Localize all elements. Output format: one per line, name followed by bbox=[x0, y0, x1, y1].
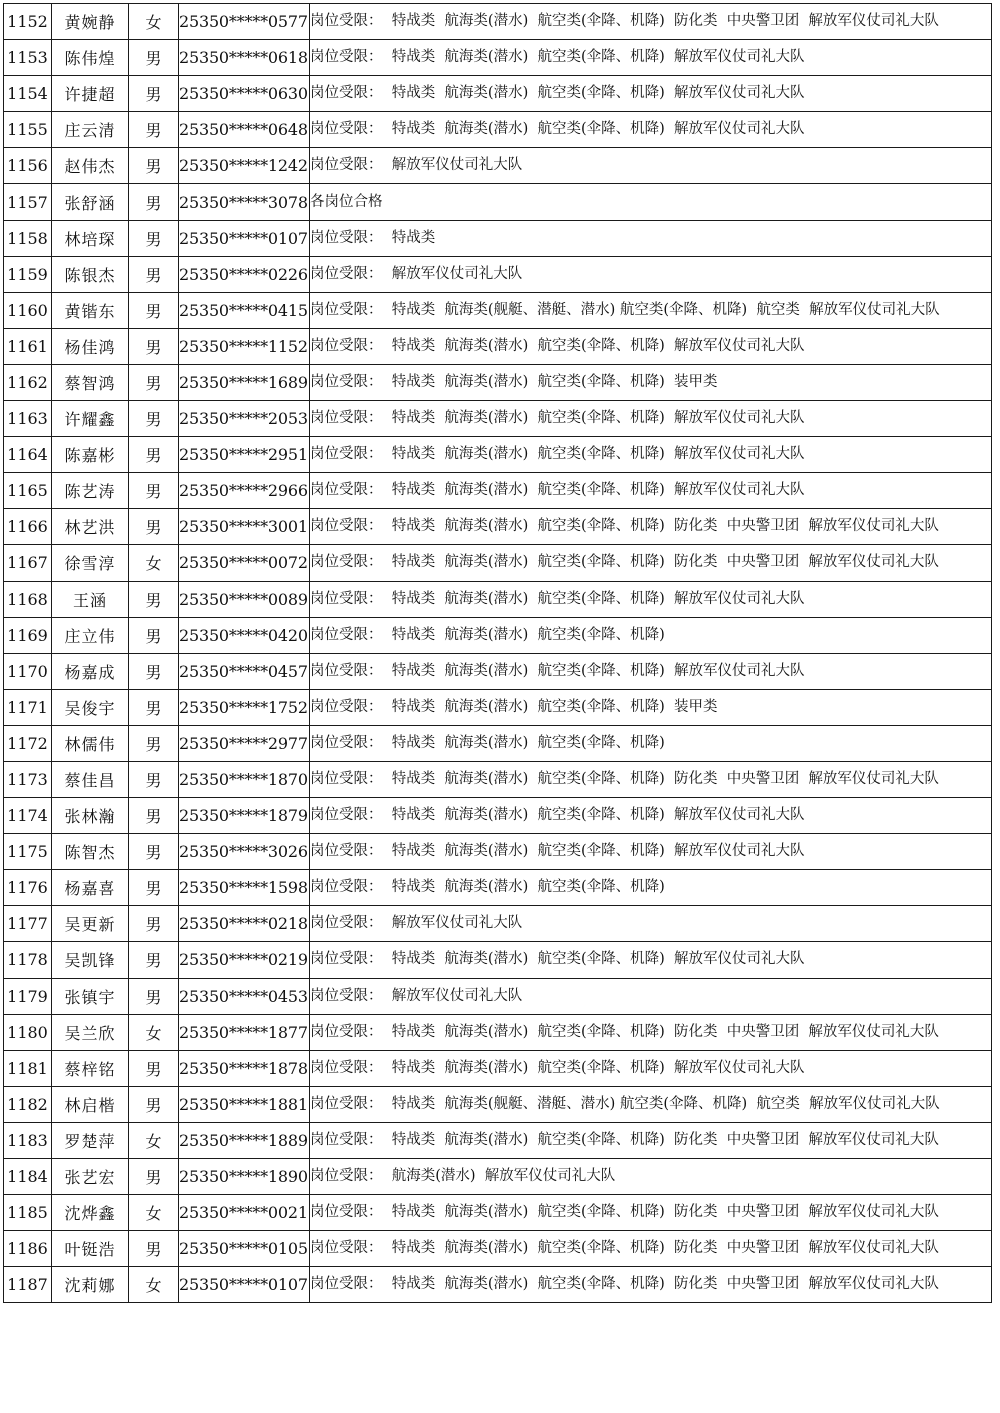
row-number: 1176 bbox=[4, 870, 52, 906]
position-remark: 岗位受限： 特战类 航海类(潜水) 航空类(伞降、机降) 防化类 中央警卫团 解放军仪仗司礼大队 bbox=[310, 1267, 992, 1303]
table-row bbox=[4, 401, 992, 437]
gender: 女 bbox=[129, 1267, 179, 1303]
row-number: 1163 bbox=[4, 401, 52, 437]
gender: 男 bbox=[129, 292, 179, 328]
masked-id-number: 25350*****1889 bbox=[179, 1122, 310, 1158]
table-row bbox=[4, 545, 992, 581]
row-number: 1175 bbox=[4, 834, 52, 870]
row-number: 1181 bbox=[4, 1050, 52, 1086]
row-number: 1155 bbox=[4, 112, 52, 148]
row-number: 1173 bbox=[4, 761, 52, 797]
position-remark: 岗位受限： 航海类(潜水) 解放军仪仗司礼大队 bbox=[310, 1159, 992, 1195]
table-row bbox=[4, 148, 992, 184]
masked-id-number: 25350*****0577 bbox=[179, 4, 310, 40]
table-row bbox=[4, 40, 992, 76]
gender: 男 bbox=[129, 761, 179, 797]
gender: 男 bbox=[129, 906, 179, 942]
table-row bbox=[4, 76, 992, 112]
row-number: 1187 bbox=[4, 1267, 52, 1303]
gender: 男 bbox=[129, 473, 179, 509]
position-remark: 岗位受限： 特战类 航海类(潜水) 航空类(伞降、机降) bbox=[310, 725, 992, 761]
row-number: 1179 bbox=[4, 978, 52, 1014]
gender: 男 bbox=[129, 509, 179, 545]
masked-id-number: 25350*****1881 bbox=[179, 1086, 310, 1122]
person-name: 林儒伟 bbox=[52, 725, 129, 761]
row-number: 1160 bbox=[4, 292, 52, 328]
gender: 男 bbox=[129, 148, 179, 184]
table-row bbox=[4, 581, 992, 617]
row-number: 1171 bbox=[4, 689, 52, 725]
person-name: 庄云清 bbox=[52, 112, 129, 148]
masked-id-number: 25350*****0453 bbox=[179, 978, 310, 1014]
person-name: 王涵 bbox=[52, 581, 129, 617]
position-remark: 岗位受限： 解放军仪仗司礼大队 bbox=[310, 256, 992, 292]
row-number: 1186 bbox=[4, 1231, 52, 1267]
masked-id-number: 25350*****3026 bbox=[179, 834, 310, 870]
table-row bbox=[4, 509, 992, 545]
row-number: 1165 bbox=[4, 473, 52, 509]
masked-id-number: 25350*****0107 bbox=[179, 220, 310, 256]
table-row bbox=[4, 4, 992, 40]
person-name: 张林瀚 bbox=[52, 798, 129, 834]
masked-id-number: 25350*****1598 bbox=[179, 870, 310, 906]
masked-id-number: 25350*****0105 bbox=[179, 1231, 310, 1267]
table-row bbox=[4, 437, 992, 473]
person-name: 沈烨鑫 bbox=[52, 1195, 129, 1231]
gender: 男 bbox=[129, 942, 179, 978]
table-row bbox=[4, 798, 992, 834]
masked-id-number: 25350*****1689 bbox=[179, 364, 310, 400]
position-remark: 岗位受限： 特战类 航海类(潜水) 航空类(伞降、机降) 解放军仪仗司礼大队 bbox=[310, 401, 992, 437]
person-name: 杨嘉喜 bbox=[52, 870, 129, 906]
position-remark: 岗位受限： 特战类 航海类(潜水) 航空类(伞降、机降) 防化类 中央警卫团 解放军仪仗司礼大队 bbox=[310, 1231, 992, 1267]
masked-id-number: 25350*****2951 bbox=[179, 437, 310, 473]
position-remark: 岗位受限： 特战类 航海类(潜水) 航空类(伞降、机降) 解放军仪仗司礼大队 bbox=[310, 437, 992, 473]
masked-id-number: 25350*****0089 bbox=[179, 581, 310, 617]
person-name: 林艺洪 bbox=[52, 509, 129, 545]
gender: 男 bbox=[129, 40, 179, 76]
person-name: 许耀鑫 bbox=[52, 401, 129, 437]
position-remark: 岗位受限： 特战类 航海类(潜水) 航空类(伞降、机降) 解放军仪仗司礼大队 bbox=[310, 942, 992, 978]
person-name: 黄锴东 bbox=[52, 292, 129, 328]
row-number: 1170 bbox=[4, 653, 52, 689]
table-row bbox=[4, 689, 992, 725]
row-number: 1157 bbox=[4, 184, 52, 220]
row-number: 1166 bbox=[4, 509, 52, 545]
gender: 女 bbox=[129, 545, 179, 581]
position-remark: 岗位受限： 特战类 航海类(潜水) 航空类(伞降、机降) 防化类 中央警卫团 解放军仪仗司礼大队 bbox=[310, 4, 992, 40]
gender: 男 bbox=[129, 725, 179, 761]
person-name: 吴凯锋 bbox=[52, 942, 129, 978]
position-remark: 岗位受限： 特战类 航海类(潜水) 航空类(伞降、机降) 防化类 中央警卫团 解放军仪仗司礼大队 bbox=[310, 509, 992, 545]
position-remark: 岗位受限： 特战类 航海类(潜水) 航空类(伞降、机降) 解放军仪仗司礼大队 bbox=[310, 1050, 992, 1086]
person-name: 吴更新 bbox=[52, 906, 129, 942]
row-number: 1152 bbox=[4, 4, 52, 40]
row-number: 1182 bbox=[4, 1086, 52, 1122]
masked-id-number: 25350*****0226 bbox=[179, 256, 310, 292]
row-number: 1172 bbox=[4, 725, 52, 761]
masked-id-number: 25350*****0415 bbox=[179, 292, 310, 328]
gender: 男 bbox=[129, 256, 179, 292]
table-row bbox=[4, 653, 992, 689]
row-number: 1154 bbox=[4, 76, 52, 112]
gender: 男 bbox=[129, 1159, 179, 1195]
person-name: 陈银杰 bbox=[52, 256, 129, 292]
row-number: 1183 bbox=[4, 1122, 52, 1158]
masked-id-number: 25350*****1242 bbox=[179, 148, 310, 184]
masked-id-number: 25350*****2966 bbox=[179, 473, 310, 509]
position-remark: 岗位受限： 特战类 bbox=[310, 220, 992, 256]
table-row bbox=[4, 978, 992, 1014]
position-remark: 岗位受限： 特战类 航海类(潜水) 航空类(伞降、机降) 解放军仪仗司礼大队 bbox=[310, 798, 992, 834]
position-remark: 岗位受限： 特战类 航海类(潜水) 航空类(伞降、机降) 解放军仪仗司礼大队 bbox=[310, 40, 992, 76]
masked-id-number: 25350*****0618 bbox=[179, 40, 310, 76]
roster-body bbox=[4, 4, 992, 1303]
position-remark: 岗位受限： 特战类 航海类(潜水) 航空类(伞降、机降) 解放军仪仗司礼大队 bbox=[310, 581, 992, 617]
person-name: 陈艺涛 bbox=[52, 473, 129, 509]
position-remark: 岗位受限： 特战类 航海类(潜水) 航空类(伞降、机降) bbox=[310, 617, 992, 653]
person-name: 庄立伟 bbox=[52, 617, 129, 653]
position-remark: 岗位受限： 特战类 航海类(潜水) 航空类(伞降、机降) bbox=[310, 870, 992, 906]
person-name: 杨嘉成 bbox=[52, 653, 129, 689]
position-remark: 岗位受限： 特战类 航海类(舰艇、潜艇、潜水) 航空类(伞降、机降) 航空类 解放军仪仗司礼大队 bbox=[310, 292, 992, 328]
person-name: 林启楷 bbox=[52, 1086, 129, 1122]
gender: 男 bbox=[129, 112, 179, 148]
masked-id-number: 25350*****1878 bbox=[179, 1050, 310, 1086]
table-row bbox=[4, 942, 992, 978]
masked-id-number: 25350*****0072 bbox=[179, 545, 310, 581]
row-number: 1168 bbox=[4, 581, 52, 617]
table-row bbox=[4, 1267, 992, 1303]
masked-id-number: 25350*****0457 bbox=[179, 653, 310, 689]
masked-id-number: 25350*****0630 bbox=[179, 76, 310, 112]
gender: 男 bbox=[129, 328, 179, 364]
table-row bbox=[4, 292, 992, 328]
table-row bbox=[4, 112, 992, 148]
table-row bbox=[4, 220, 992, 256]
masked-id-number: 25350*****1879 bbox=[179, 798, 310, 834]
row-number: 1162 bbox=[4, 364, 52, 400]
gender: 男 bbox=[129, 184, 179, 220]
position-remark: 岗位受限： 特战类 航海类(潜水) 航空类(伞降、机降) 防化类 中央警卫团 解放军仪仗司礼大队 bbox=[310, 545, 992, 581]
table-row bbox=[4, 1231, 992, 1267]
row-number: 1180 bbox=[4, 1014, 52, 1050]
position-remark: 岗位受限： 特战类 航海类(潜水) 航空类(伞降、机降) 解放军仪仗司礼大队 bbox=[310, 473, 992, 509]
gender: 男 bbox=[129, 401, 179, 437]
person-name: 吴兰欣 bbox=[52, 1014, 129, 1050]
position-remark: 岗位受限： 特战类 航海类(潜水) 航空类(伞降、机降) 解放军仪仗司礼大队 bbox=[310, 76, 992, 112]
person-name: 吴俊宇 bbox=[52, 689, 129, 725]
person-name: 蔡智鸿 bbox=[52, 364, 129, 400]
masked-id-number: 25350*****2977 bbox=[179, 725, 310, 761]
table-row bbox=[4, 256, 992, 292]
row-number: 1185 bbox=[4, 1195, 52, 1231]
position-remark: 岗位受限： 特战类 航海类(潜水) 航空类(伞降、机降) 解放军仪仗司礼大队 bbox=[310, 112, 992, 148]
gender: 男 bbox=[129, 689, 179, 725]
position-remark: 岗位受限： 特战类 航海类(潜水) 航空类(伞降、机降) 防化类 中央警卫团 解放军仪仗司礼大队 bbox=[310, 1014, 992, 1050]
gender: 男 bbox=[129, 437, 179, 473]
gender: 男 bbox=[129, 653, 179, 689]
table-row bbox=[4, 328, 992, 364]
gender: 女 bbox=[129, 1195, 179, 1231]
position-remark: 各岗位合格 bbox=[310, 184, 992, 220]
table-row bbox=[4, 1195, 992, 1231]
person-name: 黄婉静 bbox=[52, 4, 129, 40]
position-remark: 岗位受限： 特战类 航海类(潜水) 航空类(伞降、机降) 装甲类 bbox=[310, 689, 992, 725]
masked-id-number: 25350*****0219 bbox=[179, 942, 310, 978]
masked-id-number: 25350*****0021 bbox=[179, 1195, 310, 1231]
table-row bbox=[4, 1014, 992, 1050]
person-name: 赵伟杰 bbox=[52, 148, 129, 184]
gender: 男 bbox=[129, 834, 179, 870]
position-remark: 岗位受限： 特战类 航海类(潜水) 航空类(伞降、机降) 防化类 中央警卫团 解放军仪仗司礼大队 bbox=[310, 1122, 992, 1158]
gender: 男 bbox=[129, 364, 179, 400]
table-row bbox=[4, 617, 992, 653]
gender: 男 bbox=[129, 581, 179, 617]
masked-id-number: 25350*****1152 bbox=[179, 328, 310, 364]
person-name: 蔡佳昌 bbox=[52, 761, 129, 797]
person-name: 许捷超 bbox=[52, 76, 129, 112]
person-name: 陈伟煌 bbox=[52, 40, 129, 76]
person-name: 叶铤浩 bbox=[52, 1231, 129, 1267]
table-row bbox=[4, 906, 992, 942]
row-number: 1177 bbox=[4, 906, 52, 942]
person-name: 林培琛 bbox=[52, 220, 129, 256]
table-row bbox=[4, 184, 992, 220]
row-number: 1158 bbox=[4, 220, 52, 256]
table-row bbox=[4, 1122, 992, 1158]
masked-id-number: 25350*****0218 bbox=[179, 906, 310, 942]
table-row bbox=[4, 1086, 992, 1122]
row-number: 1156 bbox=[4, 148, 52, 184]
row-number: 1174 bbox=[4, 798, 52, 834]
gender: 男 bbox=[129, 1231, 179, 1267]
masked-id-number: 25350*****1877 bbox=[179, 1014, 310, 1050]
person-name: 陈智杰 bbox=[52, 834, 129, 870]
position-remark: 岗位受限： 解放军仪仗司礼大队 bbox=[310, 906, 992, 942]
masked-id-number: 25350*****1752 bbox=[179, 689, 310, 725]
masked-id-number: 25350*****1890 bbox=[179, 1159, 310, 1195]
row-number: 1164 bbox=[4, 437, 52, 473]
row-number: 1159 bbox=[4, 256, 52, 292]
person-name: 罗楚萍 bbox=[52, 1122, 129, 1158]
position-remark: 岗位受限： 特战类 航海类(潜水) 航空类(伞降、机降) 装甲类 bbox=[310, 364, 992, 400]
row-number: 1167 bbox=[4, 545, 52, 581]
person-name: 杨佳鸿 bbox=[52, 328, 129, 364]
gender: 男 bbox=[129, 76, 179, 112]
position-remark: 岗位受限： 特战类 航海类(潜水) 航空类(伞降、机降) 解放军仪仗司礼大队 bbox=[310, 328, 992, 364]
table-row bbox=[4, 473, 992, 509]
table-row bbox=[4, 834, 992, 870]
gender: 男 bbox=[129, 870, 179, 906]
gender: 男 bbox=[129, 798, 179, 834]
gender: 男 bbox=[129, 1086, 179, 1122]
table-row bbox=[4, 761, 992, 797]
table-row bbox=[4, 364, 992, 400]
table-row bbox=[4, 1159, 992, 1195]
table-row bbox=[4, 725, 992, 761]
person-name: 徐雪淳 bbox=[52, 545, 129, 581]
gender: 男 bbox=[129, 220, 179, 256]
person-name: 沈莉娜 bbox=[52, 1267, 129, 1303]
person-name: 陈嘉彬 bbox=[52, 437, 129, 473]
person-name: 张镇宇 bbox=[52, 978, 129, 1014]
row-number: 1184 bbox=[4, 1159, 52, 1195]
position-remark: 岗位受限： 特战类 航海类(舰艇、潜艇、潜水) 航空类(伞降、机降) 航空类 解放军仪仗司礼大队 bbox=[310, 1086, 992, 1122]
masked-id-number: 25350*****0648 bbox=[179, 112, 310, 148]
person-name: 张艺宏 bbox=[52, 1159, 129, 1195]
position-remark: 岗位受限： 特战类 航海类(潜水) 航空类(伞降、机降) 防化类 中央警卫团 解放军仪仗司礼大队 bbox=[310, 1195, 992, 1231]
position-remark: 岗位受限： 解放军仪仗司礼大队 bbox=[310, 148, 992, 184]
position-remark: 岗位受限： 解放军仪仗司礼大队 bbox=[310, 978, 992, 1014]
row-number: 1161 bbox=[4, 328, 52, 364]
masked-id-number: 25350*****0107 bbox=[179, 1267, 310, 1303]
masked-id-number: 25350*****2053 bbox=[179, 401, 310, 437]
gender: 女 bbox=[129, 4, 179, 40]
table-row bbox=[4, 870, 992, 906]
position-remark: 岗位受限： 特战类 航海类(潜水) 航空类(伞降、机降) 解放军仪仗司礼大队 bbox=[310, 653, 992, 689]
masked-id-number: 25350*****3001 bbox=[179, 509, 310, 545]
row-number: 1178 bbox=[4, 942, 52, 978]
position-remark: 岗位受限： 特战类 航海类(潜水) 航空类(伞降、机降) 防化类 中央警卫团 解放军仪仗司礼大队 bbox=[310, 761, 992, 797]
position-remark: 岗位受限： 特战类 航海类(潜水) 航空类(伞降、机降) 解放军仪仗司礼大队 bbox=[310, 834, 992, 870]
gender: 女 bbox=[129, 1122, 179, 1158]
row-number: 1169 bbox=[4, 617, 52, 653]
roster-table bbox=[3, 3, 992, 1303]
masked-id-number: 25350*****3078 bbox=[179, 184, 310, 220]
person-name: 蔡梓铭 bbox=[52, 1050, 129, 1086]
masked-id-number: 25350*****0420 bbox=[179, 617, 310, 653]
gender: 女 bbox=[129, 1014, 179, 1050]
table-row bbox=[4, 1050, 992, 1086]
gender: 男 bbox=[129, 617, 179, 653]
row-number: 1153 bbox=[4, 40, 52, 76]
masked-id-number: 25350*****1870 bbox=[179, 761, 310, 797]
gender: 男 bbox=[129, 978, 179, 1014]
person-name: 张舒涵 bbox=[52, 184, 129, 220]
gender: 男 bbox=[129, 1050, 179, 1086]
